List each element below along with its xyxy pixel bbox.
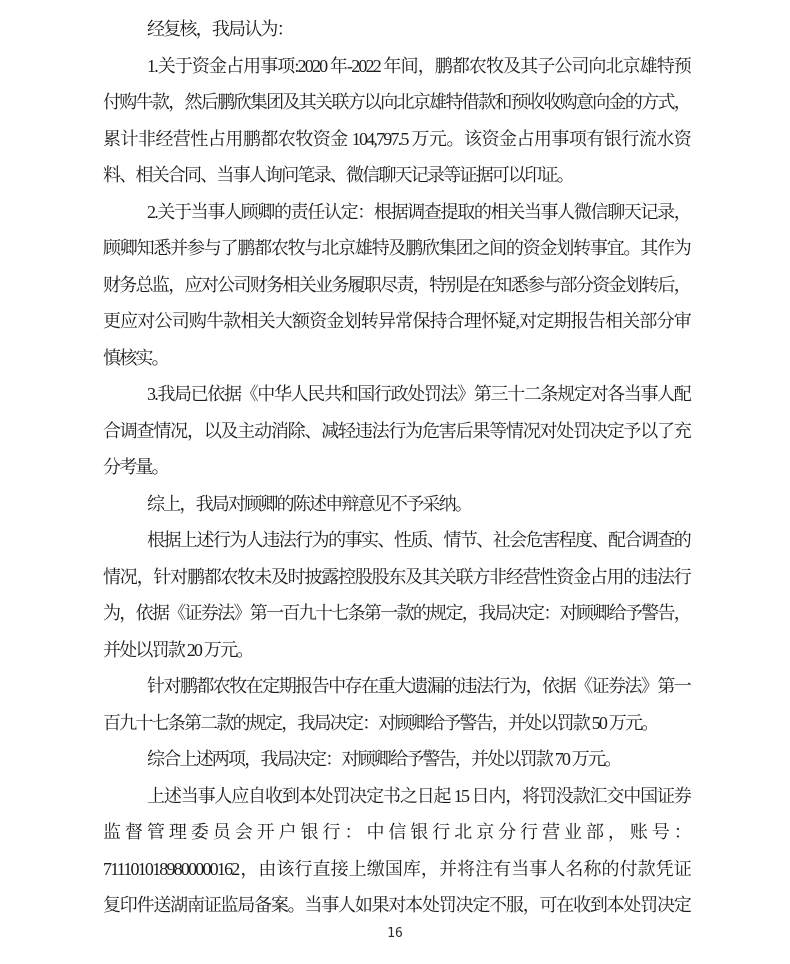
text-line: 料、相关合同、当事人询问笔录、微信聊天记录等证据可以印证。 <box>103 165 573 185</box>
paragraph <box>103 522 690 668</box>
text-line: 并处以罚款 20 万元。 <box>103 639 253 660</box>
text-line: 经复核，我局认为： <box>147 19 293 39</box>
paragraph <box>103 741 690 778</box>
paragraph <box>103 778 690 924</box>
text-line: 更应对公司购牛款相关大额资金划转异常保持合理怀疑,对定期报告相关部分审 <box>103 311 690 331</box>
text-line: 2.关于当事人顾卿的责任认定：根据调查提取的相关当事人微信聊天记录， <box>147 201 690 222</box>
text-line: 累计非经营性占用鹏都农牧资金 104,797.5 万元。该资金占用事项有银行流水资 <box>103 128 690 149</box>
text-line: 1.关于资金占用事项:2020 年-2022 年间，鹏都农牧及其子公司向北京雄特预 <box>147 55 690 76</box>
paragraph <box>103 48 690 194</box>
text-line: 顾卿知悉并参与了鹏都农牧与北京雄特及鹏欣集团之间的资金划转事宜。其作为 <box>103 238 690 258</box>
text-line: 分考量。 <box>103 457 168 477</box>
text-line: 财务总监，应对公司财务相关业务履职尽责，特别是在知悉参与部分资金划转后， <box>103 274 690 295</box>
paragraph <box>103 486 690 523</box>
text-line: 百九十七条第二款的规定，我局决定：对顾卿给予警告，并处以罚款 50 万元。 <box>103 712 658 733</box>
text-line: 3.我局已依据《中华人民共和国行政处罚法》第三十二条规定对各当事人配 <box>147 384 690 404</box>
paragraph <box>103 376 690 486</box>
text-line: 7111010189800000162，由该行直接上缴国库，并将注有当事人名称的付款凭证 <box>103 858 690 879</box>
paragraph <box>103 194 690 377</box>
paragraph <box>103 668 690 741</box>
text-line: 为，依据《证券法》第一百九十七条第一款的规定，我局决定：对顾卿给予警告， <box>103 603 690 623</box>
text-line: 复印件送湖南证监局备案。当事人如果对本处罚决定不服，可在收到本处罚决定 <box>103 895 690 915</box>
text-line: 综上，我局对顾卿的陈述申辩意见不予采纳。 <box>147 493 471 514</box>
text-line: 监督管理委员会开户银行：中信银行北京分行营业部，账号： <box>103 822 690 842</box>
text-line: 付购牛款，然后鹏欣集团及其关联方以向北京雄特借款和预收收购意向金的方式， <box>103 92 690 112</box>
text-line: 综合上述两项，我局决定：对顾卿给予警告，并处以罚款 70 万元。 <box>147 749 621 769</box>
text-line: 根据上述行为人违法行为的事实、性质、情节、社会危害程度、配合调查的 <box>147 530 690 550</box>
document-body <box>103 11 690 924</box>
text-line: 针对鹏都农牧在定期报告中存在重大遗漏的违法行为，依据《证券法》第一 <box>147 676 690 696</box>
text-line: 慎核实。 <box>103 347 168 368</box>
text-line: 上述当事人应自收到本处罚决定书之日起 15 日内，将罚没款汇交中国证券 <box>147 785 690 806</box>
page-number: 16 <box>387 926 403 941</box>
text-line: 合调查情况，以及主动消除、减轻违法行为危害后果等情况对处罚决定予以了充 <box>103 420 690 441</box>
text-line: 情况，针对鹏都农牧未及时披露控股股东及其关联方非经营性资金占用的违法行 <box>103 566 690 587</box>
paragraph <box>103 11 690 48</box>
